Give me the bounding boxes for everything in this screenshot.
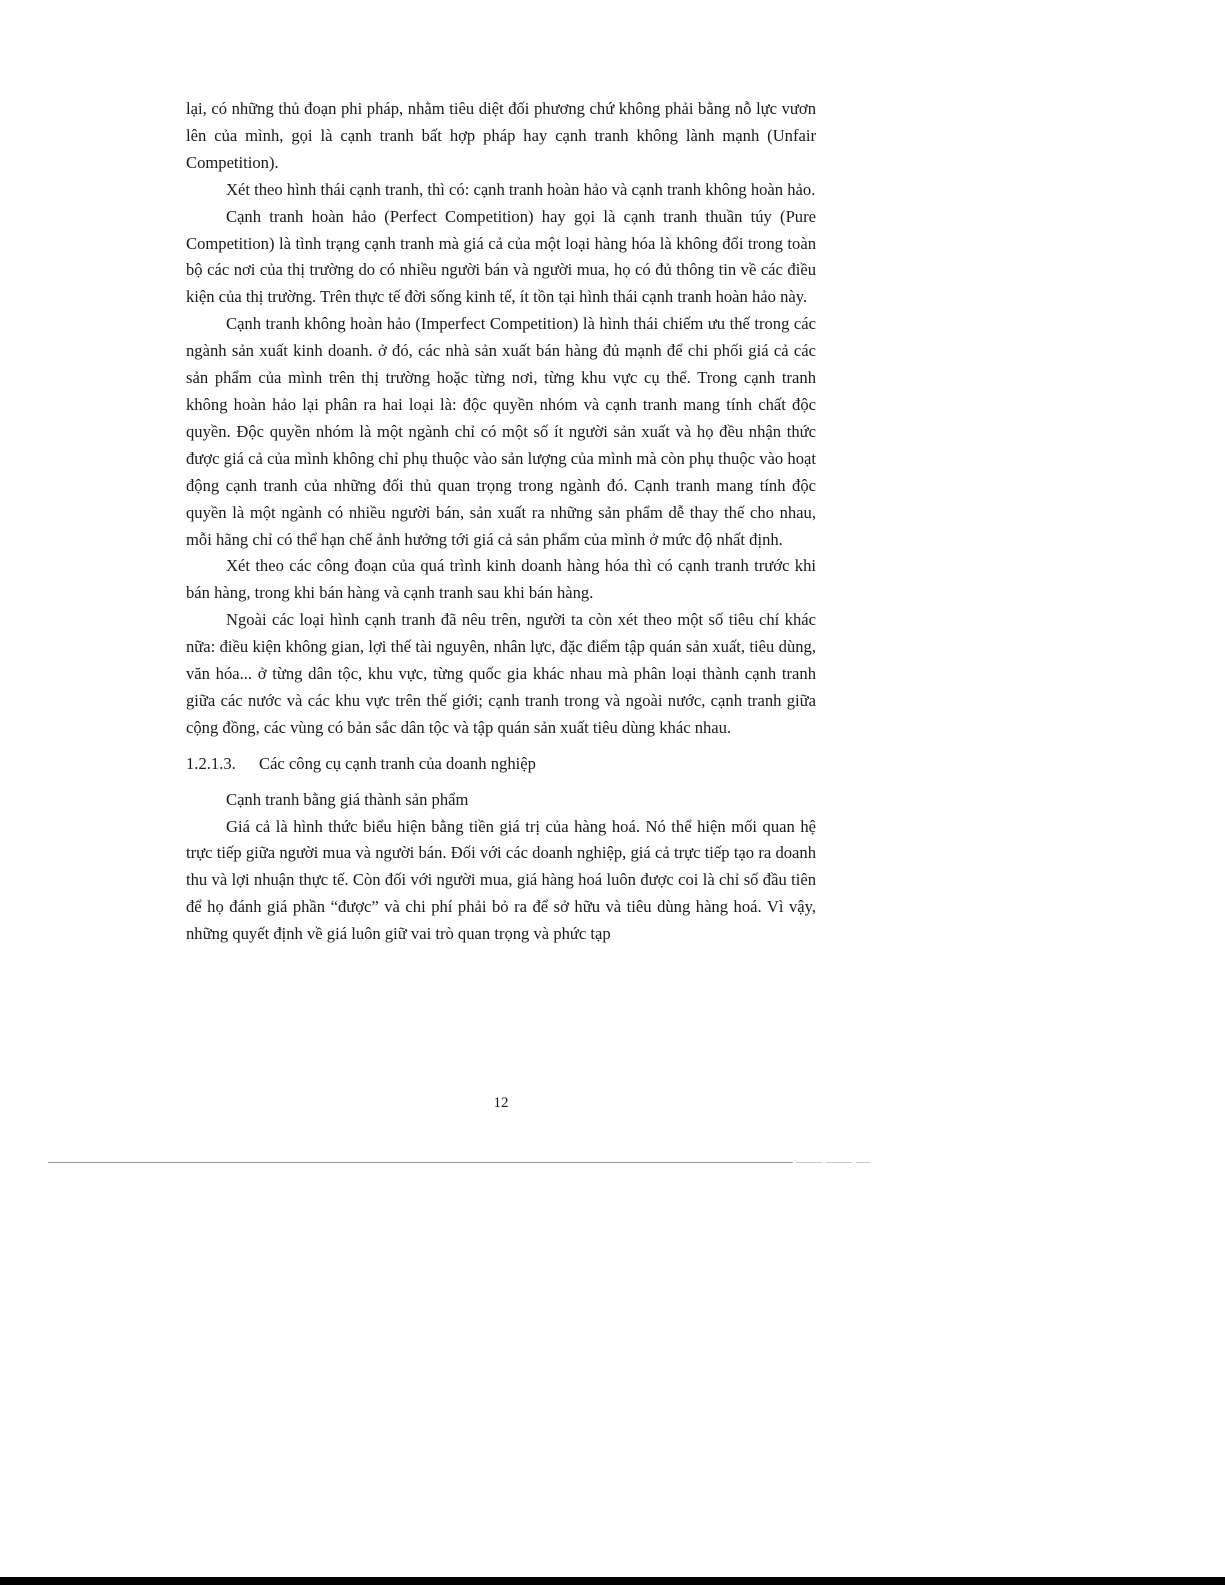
section-number: 1.2.1.3. — [186, 753, 236, 773]
footer-divider-dash — [796, 1162, 822, 1163]
footer-divider-dash — [856, 1162, 870, 1163]
footer-divider-dash — [826, 1162, 852, 1163]
footer-divider — [48, 1162, 793, 1163]
subheading-price-competition: Cạnh tranh bằng giá thành sản phẩm — [226, 789, 469, 809]
document-body — [186, 96, 816, 948]
paragraph-unfair-competition: lại, có những thủ đoạn phi pháp, nhằm tiêu diệt đối phương chứ không phải bằng nỗ lực vươn lên của mình, gọi là cạnh tranh bất hợp pháp hay cạnh tranh không lành mạnh (Unfair Competition). — [186, 99, 816, 172]
paragraph-business-stages: Xét theo các công đoạn của quá trình kinh doanh hàng hóa thì có cạnh tranh trước khi bán hàng, trong khi bán hàng và cạnh tranh sau khi bán hàng. — [186, 556, 816, 603]
section-heading — [186, 751, 816, 778]
paragraph-competition-forms: Xét theo hình thái cạnh tranh, thì có: cạnh tranh hoàn hảo và cạnh tranh không hoàn hảo. — [226, 179, 816, 199]
paragraph-other-criteria: Ngoài các loại hình cạnh tranh đã nêu trên, người ta còn xét theo một số tiêu chí khác nữa: điều kiện không gian, lợi thế tài nguyên, nhân lực, đặc điểm tập quán sản xuất, tiêu dùng, văn hóa... ở từng dân tộc, khu vực, từng quốc gia khác nhau mà phân loại thành cạnh tranh giữa các nước và các khu vực trên thế giới; cạnh tranh trong và ngoài nước, cạnh tranh giữa cộng đồng, các vùng có bản sắc dân tộc và tập quán sản xuất tiêu dùng khác nhau. — [186, 610, 816, 737]
paragraph-perfect-competition: Cạnh tranh hoàn hảo (Perfect Competition) hay gọi là cạnh tranh thuần túy (Pure Competition) là tình trạng cạnh tranh mà giá cả của một loại hàng hóa là không đổi trong toàn bộ các nơi của thị trường do có nhiều người bán và người mua, họ có đủ thông tin về các điều kiện của thị trường. Trên thực tế đời sống kinh tế, ít tồn tại hình thái cạnh tranh hoàn hảo này. — [186, 206, 816, 307]
paragraph-price-definition: Giá cả là hình thức biểu hiện bằng tiền giá trị của hàng hoá. Nó thể hiện mối quan hệ trực tiếp giữa người mua và người bán. Đối với các doanh nghiệp, giá cả trực tiếp tạo ra doanh thu và lợi nhuận thực tế. Còn đối với người mua, giá hàng hoá luôn được coi là chỉ số đầu tiên để họ đánh giá phần “được” và chi phí phải bỏ ra để sở hữu và tiêu dùng hàng hoá. Vì vậy, những quyết định về giá luôn giữ vai trò quan trọng và phức tạp — [186, 816, 816, 944]
paragraph-imperfect-competition: Cạnh tranh không hoàn hảo (Imperfect Competition) là hình thái chiếm ưu thế trong các ngành sản xuất kinh doanh. ở đó, các nhà sản xuất bán hàng đủ mạnh để chi phối giá cả các sản phẩm của mình trên thị trường hoặc từng nơi, từng khu vực cụ thể. Trong cạnh tranh không hoàn hảo lại phân ra hai loại là: độc quyền nhóm và cạnh tranh mang tính chất độc quyền. Độc quyền nhóm là một ngành chỉ có một số ít người sản xuất và họ đều nhận thức được giá cả của mình không chỉ phụ thuộc vào sản lượng của mình mà còn phụ thuộc vào hoạt động cạnh tranh của những đối thủ quan trọng trong ngành đó. Cạnh tranh mang tính độc quyền là một ngành có nhiều người bán, sản xuất ra những sản phẩm dễ thay thế cho nhau, mỗi hãng chỉ có thể hạn chế ảnh hưởng tới giá cả sản phẩm của mình ở mức độ nhất định. — [186, 314, 816, 549]
page-number: 12 — [493, 1095, 509, 1111]
bottom-edge-bar — [0, 1577, 1225, 1585]
section-title: Các công cụ cạnh tranh của doanh nghiệp — [259, 753, 536, 773]
